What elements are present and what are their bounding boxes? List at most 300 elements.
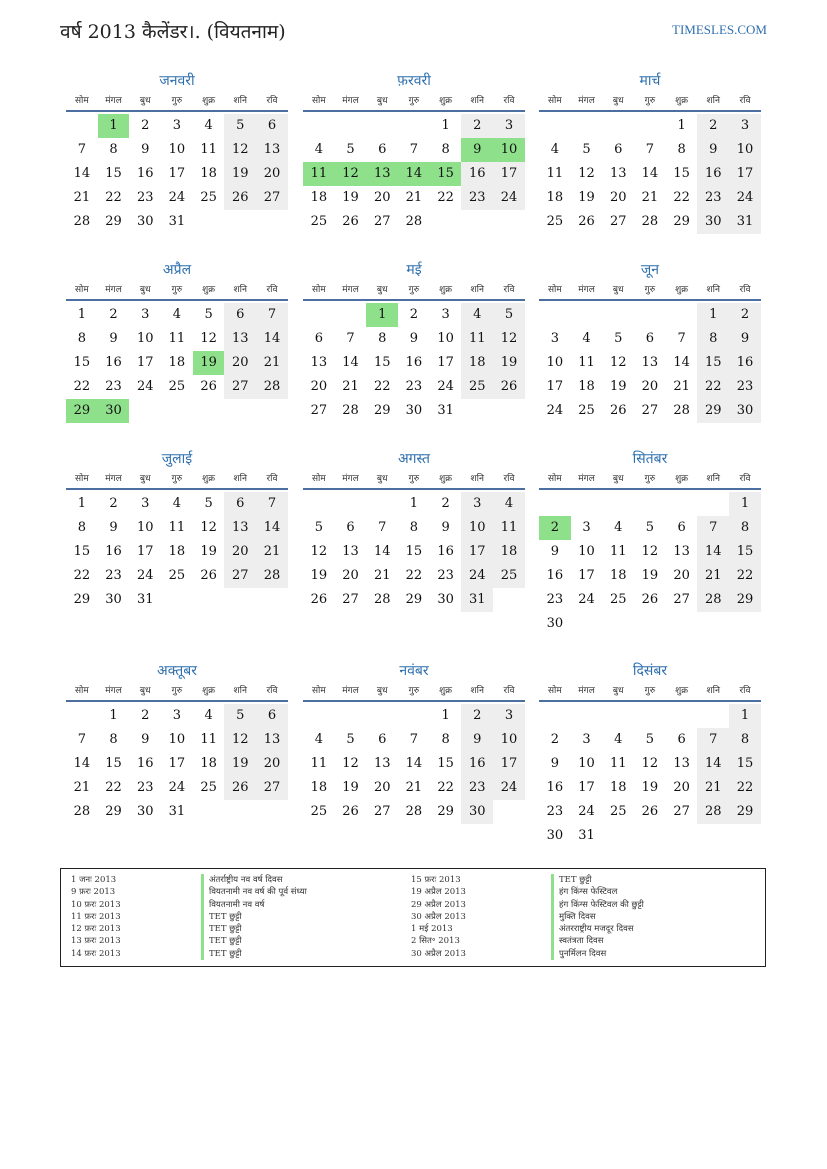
day-cell[interactable]: 22 — [437, 780, 454, 795]
day-cell[interactable]: 9 — [550, 756, 559, 771]
day-cell[interactable]: 28 — [256, 375, 288, 399]
day-cell[interactable]: 24 — [136, 568, 154, 583]
site-link[interactable]: TIMESLES.COM — [672, 22, 767, 37]
day-cell[interactable]: 11 — [609, 756, 627, 771]
day-cell[interactable]: 5 — [224, 114, 256, 138]
day-cell[interactable]: 27 — [641, 403, 659, 418]
day-cell[interactable]: 17 — [437, 355, 454, 370]
day-cell[interactable]: 26 — [641, 592, 659, 607]
day-cell[interactable]: 20 — [373, 190, 391, 205]
day-cell[interactable]: 26 — [200, 568, 217, 583]
day-cell[interactable]: 21 — [697, 776, 729, 800]
day-cell[interactable]: 24 — [578, 804, 595, 819]
day-cell[interactable]: 2 — [461, 704, 493, 728]
day-cell[interactable]: 23 — [729, 375, 761, 399]
day-cell[interactable]: 13 — [224, 327, 256, 351]
day-cell[interactable]: 4 — [204, 708, 213, 723]
day-cell[interactable]: 18 — [461, 351, 493, 375]
day-cell[interactable]: 10 — [437, 331, 454, 346]
day-cell[interactable]: 11 — [493, 516, 525, 540]
day-cell[interactable]: 6 — [346, 520, 355, 535]
day-cell[interactable]: 27 — [224, 564, 256, 588]
day-cell[interactable]: 21 — [405, 190, 423, 205]
day-cell[interactable]: 10 — [168, 142, 186, 157]
day-cell[interactable]: 17 — [578, 780, 595, 795]
day-cell[interactable]: 6 — [378, 732, 387, 747]
day-cell[interactable]: 4 — [461, 303, 493, 327]
day-cell[interactable]: 14 — [697, 752, 729, 776]
day-cell[interactable]: 3 — [493, 704, 525, 728]
day-cell[interactable]: 28 — [405, 214, 423, 229]
day-cell[interactable]: 23 — [546, 804, 564, 819]
day-cell[interactable]: 14 — [73, 166, 91, 181]
day-cell[interactable]: 19 — [342, 190, 359, 205]
day-cell[interactable]: 16 — [405, 355, 423, 370]
day-cell[interactable]: 29 — [437, 804, 454, 819]
day-cell[interactable]: 13 — [342, 544, 359, 559]
day-cell[interactable]: 10 — [578, 756, 595, 771]
day-cell[interactable]: 26 — [224, 776, 256, 800]
day-cell[interactable]: 16 — [697, 162, 729, 186]
day-cell[interactable]: 8 — [697, 327, 729, 351]
holiday-day-cell[interactable]: 14 — [398, 162, 430, 186]
day-cell[interactable]: 11 — [200, 732, 217, 747]
day-cell[interactable]: 5 — [645, 520, 655, 535]
day-cell[interactable]: 7 — [378, 520, 387, 535]
day-cell[interactable]: 18 — [200, 756, 217, 771]
day-cell[interactable]: 22 — [437, 190, 454, 205]
day-cell[interactable]: 10 — [461, 516, 493, 540]
holiday-day-cell[interactable]: 11 — [303, 162, 335, 186]
day-cell[interactable]: 24 — [493, 186, 525, 210]
day-cell[interactable]: 21 — [73, 190, 91, 205]
day-cell[interactable]: 23 — [461, 186, 493, 210]
day-cell[interactable]: 20 — [373, 780, 391, 795]
day-cell[interactable]: 14 — [405, 756, 423, 771]
day-cell[interactable]: 7 — [409, 142, 419, 157]
day-cell[interactable]: 9 — [409, 331, 419, 346]
day-cell[interactable]: 31 — [437, 403, 454, 418]
day-cell[interactable]: 17 — [136, 355, 154, 370]
day-cell[interactable]: 9 — [550, 544, 559, 559]
day-cell[interactable]: 8 — [77, 331, 86, 346]
day-cell[interactable]: 16 — [546, 568, 564, 583]
day-cell[interactable]: 4 — [204, 118, 213, 133]
day-cell[interactable]: 21 — [256, 351, 288, 375]
day-cell[interactable]: 19 — [342, 780, 359, 795]
day-cell[interactable]: 13 — [310, 355, 328, 370]
day-cell[interactable]: 28 — [73, 214, 91, 229]
day-cell[interactable]: 24 — [437, 379, 454, 394]
day-cell[interactable]: 16 — [729, 351, 761, 375]
day-cell[interactable]: 15 — [729, 540, 761, 564]
holiday-day-cell[interactable]: 1 — [366, 303, 398, 327]
day-cell[interactable]: 19 — [641, 780, 659, 795]
day-cell[interactable]: 15 — [105, 756, 122, 771]
day-cell[interactable]: 10 — [136, 331, 154, 346]
day-cell[interactable]: 20 — [256, 752, 288, 776]
day-cell[interactable]: 13 — [641, 355, 659, 370]
day-cell[interactable]: 7 — [256, 303, 288, 327]
day-cell[interactable]: 8 — [677, 142, 686, 157]
day-cell[interactable]: 6 — [314, 331, 323, 346]
day-cell[interactable]: 6 — [224, 303, 256, 327]
day-cell[interactable]: 22 — [105, 190, 122, 205]
day-cell[interactable]: 30 — [546, 828, 564, 843]
day-cell[interactable]: 20 — [673, 568, 690, 583]
day-cell[interactable]: 2 — [109, 496, 118, 511]
day-cell[interactable]: 29 — [105, 214, 122, 229]
day-cell[interactable]: 22 — [697, 375, 729, 399]
day-cell[interactable]: 26 — [493, 375, 525, 399]
day-cell[interactable]: 15 — [73, 544, 91, 559]
holiday-day-cell[interactable]: 12 — [335, 162, 367, 186]
day-cell[interactable]: 18 — [310, 190, 328, 205]
day-cell[interactable]: 6 — [645, 331, 655, 346]
holiday-day-cell[interactable]: 1 — [98, 114, 130, 138]
day-cell[interactable]: 15 — [73, 355, 91, 370]
day-cell[interactable]: 26 — [310, 592, 328, 607]
day-cell[interactable]: 5 — [346, 732, 355, 747]
day-cell[interactable]: 18 — [310, 780, 328, 795]
day-cell[interactable]: 31 — [578, 828, 595, 843]
day-cell[interactable]: 28 — [697, 588, 729, 612]
day-cell[interactable]: 18 — [493, 540, 525, 564]
day-cell[interactable]: 5 — [645, 732, 655, 747]
day-cell[interactable]: 14 — [256, 516, 288, 540]
day-cell[interactable]: 21 — [73, 780, 91, 795]
day-cell[interactable]: 1 — [697, 303, 729, 327]
day-cell[interactable]: 12 — [493, 327, 525, 351]
day-cell[interactable]: 24 — [578, 592, 595, 607]
day-cell[interactable]: 2 — [550, 732, 559, 747]
day-cell[interactable]: 12 — [578, 166, 595, 181]
day-cell[interactable]: 23 — [105, 568, 122, 583]
day-cell[interactable]: 7 — [409, 732, 419, 747]
day-cell[interactable]: 16 — [461, 752, 493, 776]
day-cell[interactable]: 30 — [105, 592, 122, 607]
day-cell[interactable]: 7 — [346, 331, 355, 346]
day-cell[interactable]: 13 — [673, 544, 690, 559]
day-cell[interactable]: 24 — [493, 776, 525, 800]
day-cell[interactable]: 7 — [677, 331, 686, 346]
day-cell[interactable]: 13 — [256, 138, 288, 162]
day-cell[interactable]: 1 — [409, 496, 419, 511]
day-cell[interactable]: 7 — [77, 732, 86, 747]
day-cell[interactable]: 14 — [697, 540, 729, 564]
day-cell[interactable]: 27 — [256, 186, 288, 210]
day-cell[interactable]: 29 — [729, 588, 761, 612]
day-cell[interactable]: 25 — [310, 214, 328, 229]
day-cell[interactable]: 10 — [546, 355, 564, 370]
day-cell[interactable]: 18 — [609, 780, 627, 795]
day-cell[interactable]: 13 — [224, 516, 256, 540]
day-cell[interactable]: 20 — [224, 540, 256, 564]
day-cell[interactable]: 18 — [546, 190, 564, 205]
day-cell[interactable]: 10 — [578, 544, 595, 559]
day-cell[interactable]: 3 — [141, 496, 150, 511]
day-cell[interactable]: 11 — [609, 544, 627, 559]
day-cell[interactable]: 8 — [729, 516, 761, 540]
day-cell[interactable]: 9 — [141, 142, 150, 157]
day-cell[interactable]: 3 — [172, 708, 182, 723]
day-cell[interactable]: 24 — [461, 564, 493, 588]
day-cell[interactable]: 23 — [136, 190, 154, 205]
day-cell[interactable]: 26 — [578, 214, 595, 229]
day-cell[interactable]: 5 — [204, 496, 213, 511]
day-cell[interactable]: 26 — [342, 804, 359, 819]
day-cell[interactable]: 6 — [224, 492, 256, 516]
day-cell[interactable]: 25 — [546, 214, 564, 229]
day-cell[interactable]: 16 — [136, 756, 154, 771]
day-cell[interactable]: 27 — [256, 776, 288, 800]
day-cell[interactable]: 5 — [614, 331, 623, 346]
day-cell[interactable]: 31 — [168, 214, 186, 229]
day-cell[interactable]: 25 — [168, 568, 186, 583]
day-cell[interactable]: 25 — [493, 564, 525, 588]
day-cell[interactable]: 12 — [641, 756, 659, 771]
day-cell[interactable]: 7 — [256, 492, 288, 516]
day-cell[interactable]: 15 — [437, 756, 454, 771]
day-cell[interactable]: 28 — [373, 592, 391, 607]
day-cell[interactable]: 24 — [168, 780, 186, 795]
day-cell[interactable]: 5 — [224, 704, 256, 728]
day-cell[interactable]: 30 — [729, 399, 761, 423]
day-cell[interactable]: 17 — [493, 752, 525, 776]
day-cell[interactable]: 22 — [729, 776, 761, 800]
day-cell[interactable]: 13 — [256, 728, 288, 752]
day-cell[interactable]: 8 — [378, 331, 387, 346]
day-cell[interactable]: 8 — [441, 732, 450, 747]
day-cell[interactable]: 31 — [136, 592, 154, 607]
day-cell[interactable]: 12 — [200, 520, 217, 535]
day-cell[interactable]: 12 — [224, 728, 256, 752]
day-cell[interactable]: 4 — [550, 142, 559, 157]
day-cell[interactable]: 9 — [729, 327, 761, 351]
day-cell[interactable]: 12 — [342, 756, 359, 771]
day-cell[interactable]: 31 — [168, 804, 186, 819]
day-cell[interactable]: 2 — [141, 118, 150, 133]
day-cell[interactable]: 28 — [641, 214, 659, 229]
day-cell[interactable]: 3 — [582, 732, 591, 747]
day-cell[interactable]: 22 — [73, 379, 91, 394]
day-cell[interactable]: 19 — [609, 379, 627, 394]
day-cell[interactable]: 13 — [373, 756, 391, 771]
day-cell[interactable]: 10 — [729, 138, 761, 162]
day-cell[interactable]: 4 — [314, 142, 323, 157]
day-cell[interactable]: 20 — [609, 190, 627, 205]
holiday-day-cell[interactable]: 9 — [461, 138, 493, 162]
day-cell[interactable]: 16 — [105, 355, 122, 370]
day-cell[interactable]: 6 — [256, 114, 288, 138]
day-cell[interactable]: 23 — [136, 780, 154, 795]
day-cell[interactable]: 12 — [200, 331, 217, 346]
day-cell[interactable]: 10 — [493, 728, 525, 752]
day-cell[interactable]: 31 — [461, 588, 493, 612]
day-cell[interactable]: 9 — [461, 728, 493, 752]
day-cell[interactable]: 20 — [310, 379, 328, 394]
day-cell[interactable]: 26 — [342, 214, 359, 229]
day-cell[interactable]: 3 — [441, 307, 450, 322]
day-cell[interactable]: 22 — [73, 568, 91, 583]
day-cell[interactable]: 4 — [314, 732, 323, 747]
day-cell[interactable]: 16 — [461, 162, 493, 186]
day-cell[interactable]: 22 — [105, 780, 122, 795]
day-cell[interactable]: 19 — [578, 190, 595, 205]
day-cell[interactable]: 28 — [256, 564, 288, 588]
day-cell[interactable]: 4 — [172, 496, 182, 511]
day-cell[interactable]: 13 — [673, 756, 690, 771]
day-cell[interactable]: 10 — [136, 520, 154, 535]
day-cell[interactable]: 25 — [200, 780, 217, 795]
day-cell[interactable]: 30 — [437, 592, 454, 607]
day-cell[interactable]: 25 — [609, 804, 627, 819]
day-cell[interactable]: 20 — [641, 379, 659, 394]
day-cell[interactable]: 15 — [729, 752, 761, 776]
day-cell[interactable]: 11 — [168, 331, 186, 346]
day-cell[interactable]: 30 — [136, 804, 154, 819]
day-cell[interactable]: 28 — [342, 403, 359, 418]
day-cell[interactable]: 23 — [105, 379, 122, 394]
day-cell[interactable]: 23 — [461, 776, 493, 800]
day-cell[interactable]: 24 — [546, 403, 564, 418]
day-cell[interactable]: 9 — [109, 520, 118, 535]
day-cell[interactable]: 5 — [314, 520, 323, 535]
day-cell[interactable]: 17 — [729, 162, 761, 186]
day-cell[interactable]: 29 — [373, 403, 391, 418]
day-cell[interactable]: 16 — [546, 780, 564, 795]
day-cell[interactable]: 15 — [697, 351, 729, 375]
day-cell[interactable]: 24 — [136, 379, 154, 394]
day-cell[interactable]: 2 — [729, 303, 761, 327]
day-cell[interactable]: 12 — [224, 138, 256, 162]
day-cell[interactable]: 11 — [200, 142, 217, 157]
day-cell[interactable]: 14 — [73, 756, 91, 771]
day-cell[interactable]: 6 — [256, 704, 288, 728]
day-cell[interactable]: 7 — [697, 728, 729, 752]
day-cell[interactable]: 5 — [493, 303, 525, 327]
day-cell[interactable]: 6 — [677, 520, 686, 535]
day-cell[interactable]: 22 — [729, 564, 761, 588]
day-cell[interactable]: 26 — [224, 186, 256, 210]
day-cell[interactable]: 3 — [493, 114, 525, 138]
day-cell[interactable]: 9 — [441, 520, 450, 535]
day-cell[interactable]: 5 — [204, 307, 213, 322]
day-cell[interactable]: 12 — [609, 355, 627, 370]
day-cell[interactable]: 22 — [405, 568, 423, 583]
day-cell[interactable]: 23 — [405, 379, 423, 394]
day-cell[interactable]: 16 — [437, 544, 454, 559]
day-cell[interactable]: 4 — [172, 307, 182, 322]
day-cell[interactable]: 8 — [729, 728, 761, 752]
day-cell[interactable]: 30 — [546, 616, 564, 631]
day-cell[interactable]: 27 — [342, 592, 359, 607]
day-cell[interactable]: 20 — [673, 780, 690, 795]
day-cell[interactable]: 27 — [609, 214, 627, 229]
day-cell[interactable]: 11 — [461, 327, 493, 351]
day-cell[interactable]: 21 — [342, 379, 359, 394]
day-cell[interactable]: 14 — [673, 355, 690, 370]
day-cell[interactable]: 24 — [729, 186, 761, 210]
day-cell[interactable]: 14 — [342, 355, 359, 370]
day-cell[interactable]: 17 — [578, 568, 595, 583]
day-cell[interactable]: 8 — [109, 732, 118, 747]
day-cell[interactable]: 3 — [550, 331, 559, 346]
day-cell[interactable]: 28 — [673, 403, 690, 418]
day-cell[interactable]: 3 — [582, 520, 591, 535]
day-cell[interactable]: 27 — [673, 592, 690, 607]
day-cell[interactable]: 5 — [346, 142, 355, 157]
day-cell[interactable]: 12 — [310, 544, 328, 559]
day-cell[interactable]: 29 — [73, 592, 91, 607]
day-cell[interactable]: 7 — [645, 142, 655, 157]
day-cell[interactable]: 19 — [493, 351, 525, 375]
day-cell[interactable]: 2 — [697, 114, 729, 138]
day-cell[interactable]: 6 — [614, 142, 623, 157]
day-cell[interactable]: 25 — [609, 592, 627, 607]
day-cell[interactable]: 23 — [697, 186, 729, 210]
day-cell[interactable]: 15 — [405, 544, 423, 559]
day-cell[interactable]: 14 — [373, 544, 391, 559]
day-cell[interactable]: 18 — [609, 568, 627, 583]
day-cell[interactable]: 25 — [461, 375, 493, 399]
day-cell[interactable]: 19 — [641, 568, 659, 583]
day-cell[interactable]: 1 — [77, 496, 86, 511]
day-cell[interactable]: 18 — [168, 544, 186, 559]
holiday-day-cell[interactable]: 2 — [539, 516, 571, 540]
day-cell[interactable]: 20 — [342, 568, 359, 583]
day-cell[interactable]: 8 — [109, 142, 118, 157]
day-cell[interactable]: 27 — [373, 804, 391, 819]
day-cell[interactable]: 21 — [405, 780, 423, 795]
day-cell[interactable]: 4 — [582, 331, 591, 346]
day-cell[interactable]: 28 — [73, 804, 91, 819]
holiday-day-cell[interactable]: 15 — [430, 162, 462, 186]
day-cell[interactable]: 21 — [697, 564, 729, 588]
holiday-day-cell[interactable]: 30 — [98, 399, 130, 423]
day-cell[interactable]: 27 — [310, 403, 328, 418]
day-cell[interactable]: 2 — [409, 307, 419, 322]
day-cell[interactable]: 3 — [729, 114, 761, 138]
day-cell[interactable]: 16 — [136, 166, 154, 181]
day-cell[interactable]: 3 — [172, 118, 182, 133]
day-cell[interactable]: 29 — [697, 399, 729, 423]
day-cell[interactable]: 2 — [461, 114, 493, 138]
day-cell[interactable]: 22 — [673, 190, 690, 205]
day-cell[interactable]: 25 — [578, 403, 595, 418]
day-cell[interactable]: 17 — [461, 540, 493, 564]
day-cell[interactable]: 30 — [136, 214, 154, 229]
day-cell[interactable]: 1 — [109, 708, 118, 723]
day-cell[interactable]: 31 — [729, 210, 761, 234]
day-cell[interactable]: 21 — [373, 568, 391, 583]
day-cell[interactable]: 29 — [673, 214, 690, 229]
day-cell[interactable]: 29 — [405, 592, 423, 607]
day-cell[interactable]: 1 — [729, 704, 761, 728]
day-cell[interactable]: 2 — [441, 496, 450, 511]
day-cell[interactable]: 27 — [373, 214, 391, 229]
day-cell[interactable]: 11 — [578, 355, 595, 370]
day-cell[interactable]: 29 — [105, 804, 122, 819]
day-cell[interactable]: 14 — [641, 166, 659, 181]
day-cell[interactable]: 3 — [141, 307, 150, 322]
day-cell[interactable]: 19 — [200, 544, 217, 559]
day-cell[interactable]: 9 — [141, 732, 150, 747]
day-cell[interactable]: 27 — [673, 804, 690, 819]
day-cell[interactable]: 2 — [109, 307, 118, 322]
day-cell[interactable]: 2 — [141, 708, 150, 723]
day-cell[interactable]: 15 — [105, 166, 122, 181]
